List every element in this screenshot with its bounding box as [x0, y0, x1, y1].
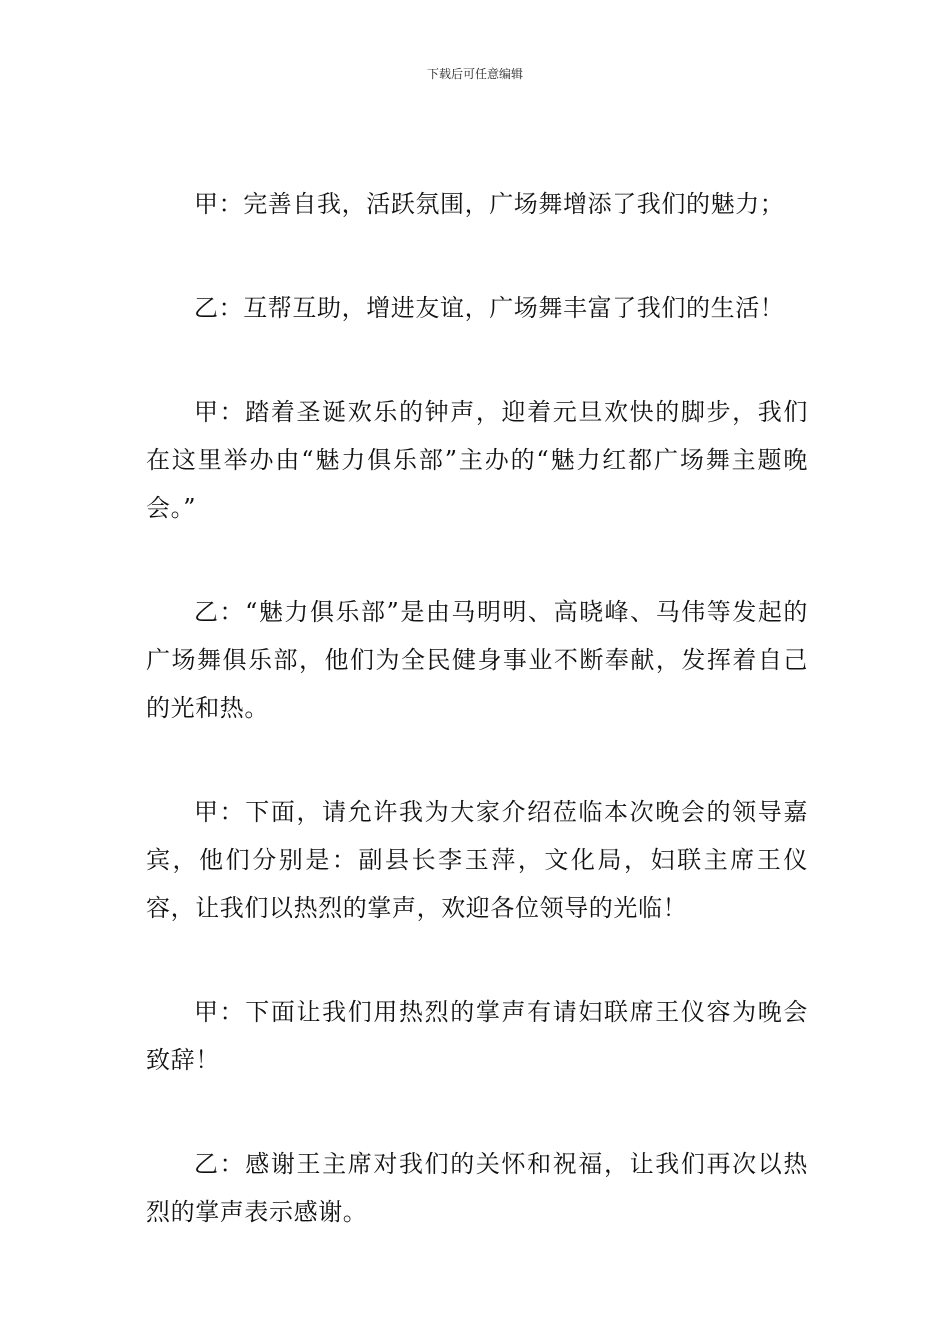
paragraph-5: 甲：下面，请允许我为大家介绍莅临本次晚会的领导嘉宾，他们分别是：副县长李玉萍，文化局，妇联主席王仪容，让我们以热烈的掌声，欢迎各位领导的光临！ — [146, 798, 808, 922]
paragraph-4: 乙：“魅力俱乐部”是由马明明、高晓峰、马伟等发起的广场舞俱乐部，他们为全民健身事业不断奉献，发挥着自己的光和热。 — [146, 598, 808, 722]
paragraph-2: 乙：互帮互助，增进友谊，广场舞丰富了我们的生活！ — [194, 294, 785, 322]
paragraph-7: 乙：感谢王主席对我们的关怀和祝福，让我们再次以热烈的掌声表示感谢。 — [146, 1150, 808, 1226]
page-header: 下载后可任意编辑 — [426, 67, 523, 81]
paragraph-1: 甲：完善自我，活跃氛围，广场舞增添了我们的魅力； — [194, 190, 785, 218]
document-body — [146, 180, 808, 1236]
paragraph-6: 甲：下面让我们用热烈的掌声有请妇联席王仪容为晚会致辞！ — [146, 998, 808, 1074]
paragraph-3: 甲：踏着圣诞欢乐的钟声，迎着元旦欢快的脚步，我们在这里举办由“魅力俱乐部”主办的“魅力红都广场舞主题晚会。” — [146, 398, 808, 522]
